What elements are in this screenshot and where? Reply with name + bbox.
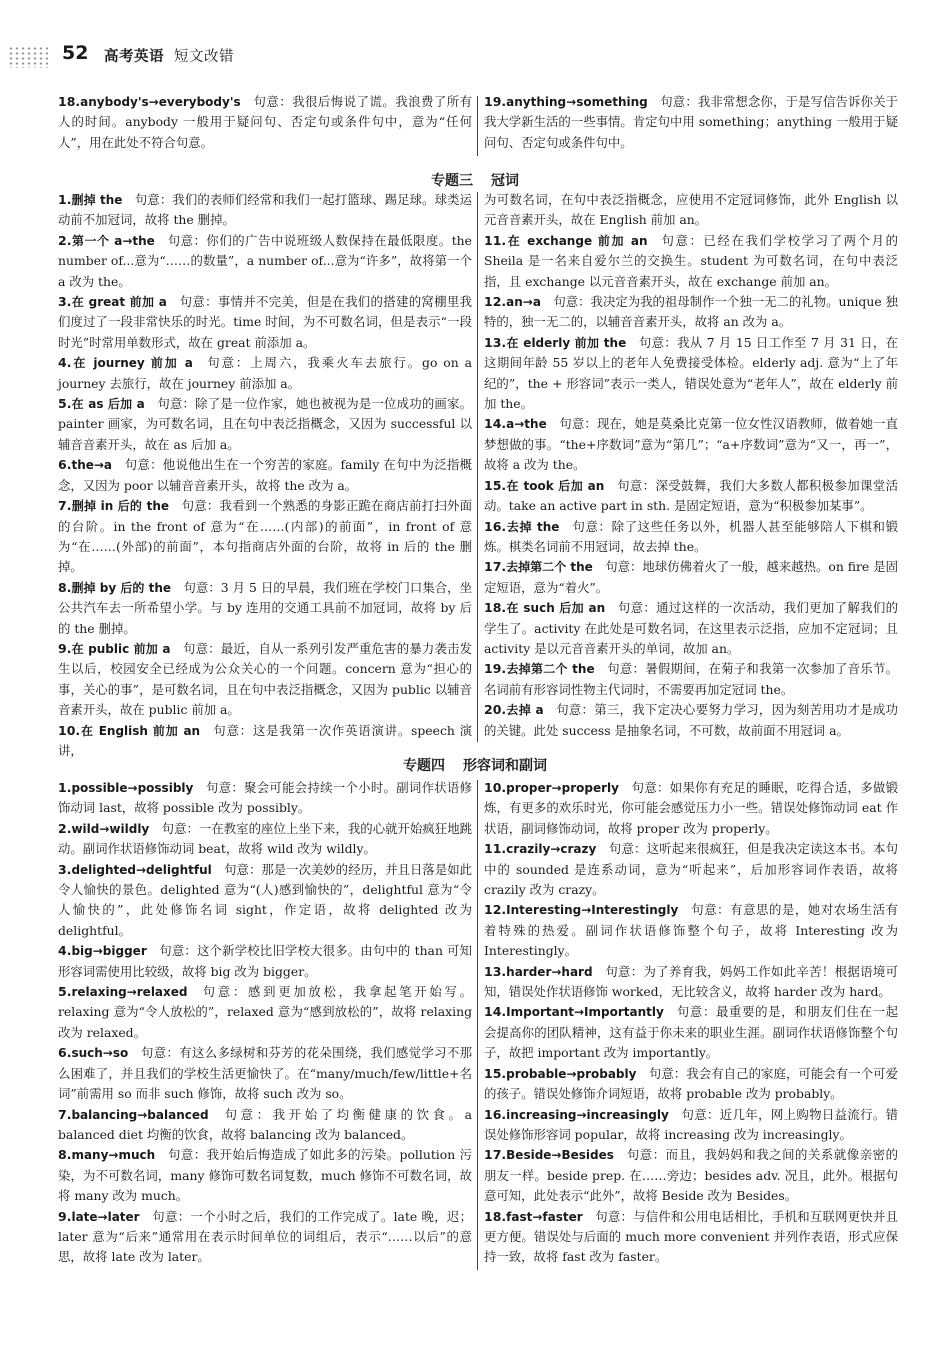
answer-number: 4. <box>58 355 72 371</box>
answer-item <box>58 778 472 819</box>
book-title-main: 高考英语 <box>104 49 164 65</box>
answer-number: 7. <box>58 498 72 514</box>
answer-explanation: 句意：与信件和公用电话相比，手机和互联网更快并且更方便。错误处与后面的 much more convenient 并列作表语，形式应保持一致，故将 fast 改为 faster。 <box>484 1208 898 1265</box>
answer-item <box>58 292 472 353</box>
answer-key: balancing→balanced <box>71 1107 209 1122</box>
answer-explanation: 句意：一个小时之后，我们的工作完成了。late 晚，迟；later 意为“后来”通常用在表示时间单位的词组后，表示“……以后”的意思，故将 late 改为 later。 <box>58 1208 472 1265</box>
answer-number: 8. <box>58 579 72 595</box>
answer-explanation: 句意：有意思的是，她对农场生活有着特殊的热爱。副词作状语修饰整个句子，故将 Interesting 改为 Interestingly。 <box>484 902 898 959</box>
answer-item <box>58 819 472 860</box>
answer-explanation: 句意：我很后悔说了谎。我浪费了所有人的时间。anybody 一般用于疑问句、否定句或条件句中，意为“任何人”，用在此处不符合句意。 <box>58 94 472 150</box>
answer-explanation: 句意：一在教室的座位上坐下来，我的心就开始疯狂地跳动。副词作状语修饰动词 beat，故将 wild 改为 wildly。 <box>58 820 472 857</box>
answer-item <box>58 982 472 1043</box>
answer-explanation: 句意：感到更加放松，我拿起笔开始写。relaxing 意为“令人放松的”，relaxed 意为“感到放松的”，故将 relaxing 改为 relaxed。 <box>58 984 472 1040</box>
answer-item <box>484 92 898 153</box>
answer-key: wild→wildly <box>71 821 150 836</box>
answer-explanation: 句意：我非常想念你，于是写信告诉你关于我大学新生活的一些事情。肯定句中用 something；anything 一般用于疑问句、否定句或条件句中。 <box>484 94 898 150</box>
answer-explanation: 句意：已经在我们学校学习了两个月的 Sheila 是一名来自爱尔兰的交换生。student 为可数名词，在句中表泛指，且 exchange 以元音音素开头，故在 exchange 前加 an。 <box>484 232 898 289</box>
answer-number: 3. <box>58 861 72 877</box>
answer-number: 13. <box>484 334 507 350</box>
answer-item <box>58 578 472 639</box>
answer-number: 2. <box>58 820 72 836</box>
answer-item <box>484 476 898 517</box>
answer-number: 15. <box>484 1065 507 1081</box>
answer-number: 19. <box>484 661 507 677</box>
answer-number: 18. <box>58 94 81 109</box>
answer-explanation: 句意：有这么多绿树和芬芳的花朵围绕，我们感觉学习不那么困难了，并且我们的学校生活更愉快了。在“many/much/few/little+名词”前需用 so 而非 such 修饰，故将 such 改为 so。 <box>58 1045 472 1102</box>
answer-explanation: 句意：3 月 5 日的早晨，我们班在学校门口集合，坐公共汽车去一所希望小学。与 by 连用的交通工具前不加冠词，故将 by 后的 the 删掉。 <box>58 579 472 636</box>
answer-explanation: 句意：现在，她是莫桑比克第一位女性汉语教师，做着她一直梦想做的事。“the+序数词”意为“第几”；“a+序数词”意为“又一，再一”，故将 a 改为 the。 <box>484 416 898 473</box>
answer-number: 10. <box>58 722 81 738</box>
answer-key: 第一个 a→the <box>71 233 155 248</box>
answer-item <box>484 778 898 839</box>
column-divider <box>477 192 478 742</box>
answer-explanation: 句意：近几年，网上购物日益流行。错误处修饰形容词 popular，故将 increasing 改为 increasingly。 <box>484 1106 898 1142</box>
answer-key: 在 English 前加 an <box>80 723 201 738</box>
answer-key: 去掉 a <box>506 703 544 718</box>
answer-key: relaxing→relaxed <box>71 985 188 1000</box>
answer-number: 16. <box>484 518 507 534</box>
answer-item <box>58 1207 472 1268</box>
answer-explanation: 句意：而且，我妈妈和我之间的关系就像亲密的朋友一样。beside prep. 在……旁边；besides adv. 况且，此外。根据句意可知，此处表示“此外”，故将 Beside 改为 Besides。 <box>484 1147 898 1204</box>
answer-explanation: 句意：我会有自己的家庭，可能会有一个可爱的孩子。错误处修饰介词短语，故将 probable 改为 probably。 <box>484 1065 898 1102</box>
answer-item <box>58 496 472 578</box>
answer-number: 17. <box>484 1147 507 1163</box>
book-subtitle: 短文改错 <box>174 49 234 65</box>
answer-item <box>58 639 472 721</box>
answer-explanation: 句意：我开始后悔造成了如此多的污染。pollution 污染，为不可数名词，many 修饰可数名词复数，much 修饰不可数名词，故将 many 改为 much。 <box>58 1147 472 1204</box>
answer-explanation: 句意：这个新学校比旧学校大很多。由句中的 than 可知形容词需使用比较级，故将 big 改为 bigger。 <box>58 943 472 979</box>
page-header <box>0 38 950 78</box>
answer-key: 在 such 后加 an <box>506 601 606 616</box>
answer-key: 删掉 in 后的 the <box>71 499 170 514</box>
answer-explanation: 句意：这是我第一次作英语演讲。speech 演讲， <box>58 722 472 758</box>
answer-explanation: 句意：那是一次美妙的经历，并且日落是如此令人愉快的景色。delighted 意为“(人)感到愉快的”，delightful 意为“令人愉快的”，此处修饰名词 sight，作定语，故将 delighted 改为 delightful。 <box>58 861 472 938</box>
answer-key: 在 journey 前加 a <box>71 356 193 371</box>
answer-item <box>58 231 472 292</box>
answer-explanation: 句意：通过这样的一次活动，我们更加了解我们的学生了。activity 在此处是可数名词，在这里表示泛指，应加不定冠词；且 activity 是以元音音素开头的单词，故加 an。 <box>484 600 898 656</box>
answer-explanation: 句意：我看到一个熟悉的身影正跪在商店前打扫外面的台阶。in the front of 意为“在……(内部)的前面”，in front of 意为“在……(外部)的前面”，本句指商店外面的台阶，故将 in 后的 the 删掉。 <box>58 498 473 575</box>
answer-key: anybody's→everybody's <box>80 95 241 109</box>
answer-item <box>58 941 472 982</box>
answer-item <box>484 700 898 741</box>
answer-explanation: 句意：最重要的是，和朋友们住在一起会提高你的团队精神，这有益于你未来的职业生涯。副词作状语修饰整个句子，故把 important 改为 importantly。 <box>484 1004 898 1061</box>
answer-explanation: 句意：如果你有充足的睡眠，吃得合适，多做锻炼，有更多的欢乐时光，你可能会感觉压力小一些。错误处修饰动词 eat 作状语，副词修饰动词，故将 proper 改为 properly。 <box>484 780 898 836</box>
answer-number: 9. <box>58 640 72 656</box>
section4-heading <box>0 755 950 775</box>
answer-item <box>484 1207 898 1268</box>
answer-explanation: 为可数名词，在句中表泛指概念，应使用不定冠词修饰，此外 English 以元音音素开头，故在 English 前加 an。 <box>484 192 898 228</box>
answer-item <box>484 292 898 333</box>
answer-key: 在 exchange 前加 an <box>506 233 648 248</box>
answer-number: 9. <box>58 1208 72 1224</box>
answer-number: 11. <box>484 232 507 248</box>
section3-right-column <box>484 190 898 741</box>
answer-key: 在 great 前加 a <box>71 295 167 310</box>
answer-number: 15. <box>484 477 507 493</box>
answer-number: 4. <box>58 943 72 959</box>
answer-number: 6. <box>58 1045 72 1061</box>
answer-item <box>484 1105 898 1146</box>
answer-item <box>58 455 472 496</box>
answer-item <box>58 1105 472 1146</box>
answer-number: 11. <box>484 841 507 857</box>
answer-number: 12. <box>484 902 507 918</box>
answer-key: anything→something <box>506 95 648 109</box>
answer-explanation: 句意：为了养育我，妈妈工作如此辛苦！根据语境可知，错误处作状语修饰 worked，无比较含义，故将 harder 改为 hard。 <box>484 963 898 1000</box>
section4-name: 形容词和副词 <box>463 758 547 774</box>
answer-key: a→the <box>506 417 547 432</box>
answer-item <box>484 231 898 292</box>
dot-pattern-decoration <box>8 46 48 68</box>
answer-item <box>484 333 898 415</box>
answer-number: 14. <box>484 416 507 432</box>
section4-left-column <box>58 778 472 1268</box>
answer-item <box>58 92 472 153</box>
answer-key: probable→probably <box>506 1066 637 1081</box>
answer-number: 17. <box>484 559 507 575</box>
answer-explanation: 句意：除了这些任务以外，机器人甚至能够陪人下棋和锻炼。棋类名词前不用冠词，故去掉 the。 <box>484 518 898 554</box>
answer-number: 13. <box>484 963 507 979</box>
answer-item <box>58 394 472 455</box>
answer-item <box>484 414 898 475</box>
answer-explanation: 句意：上周六，我乘火车去旅行。go on a journey 去旅行，故在 journey 前添加 a。 <box>58 355 472 391</box>
answer-explanation: 句意：除了是一位作家，她也被视为是一位成功的画家。painter 画家，为可数名词，且在句中表泛指概念，又因为 successful 以辅音音素开头，故在 as 后加 a。 <box>58 396 472 452</box>
column-divider <box>477 780 478 1270</box>
answer-number: 14. <box>484 1004 507 1020</box>
answer-explanation: 句意：我决定为我的祖母制作一个独一无二的礼物。unique 独特的，独一无二的，以辅音音素开头，故将 an 改为 a。 <box>484 294 898 330</box>
answer-number: 8. <box>58 1147 72 1163</box>
answer-number: 16. <box>484 1106 507 1122</box>
answer-key: 在 elderly 前加 the <box>506 335 627 350</box>
answer-key: the→a <box>71 458 113 473</box>
answer-item <box>58 1145 472 1206</box>
answer-key: 在 as 后加 a <box>71 397 145 412</box>
column-divider <box>477 96 478 156</box>
answer-number: 1. <box>58 192 72 207</box>
answer-explanation: 句意：这听起来很疯狂，但是我决定读这本书。本句中的 sounded 是连系动词，意为“听起来”，后加形容词作表语，故将 crazily 改为 crazy。 <box>484 841 898 898</box>
section3-title: 专题三 <box>431 173 473 189</box>
answer-number: 12. <box>484 294 507 310</box>
answer-item <box>484 839 898 900</box>
answer-key: 删掉 the <box>71 193 123 207</box>
answer-explanation: 句意：第三，我下定决心要努力学习，因为刻苦用功才是成功的关键。此处 success 是抽象名词，不可数，故前面不用冠词 a。 <box>484 702 898 738</box>
section3-left-column <box>58 190 472 761</box>
answer-item <box>58 1043 472 1104</box>
answer-key: 去掉第二个 the <box>506 662 595 677</box>
answer-explanation: 句意：事情并不完美，但是在我们的搭建的窝棚里我们度过了一段非常快乐的时光。time 时间，为不可数名词，但是表示“一段时光”时常用单数形式，故在 great 前添加 a。 <box>58 294 472 350</box>
answer-number: 6. <box>58 457 72 473</box>
answer-item <box>484 1002 898 1063</box>
top-left-column <box>58 92 472 153</box>
answer-key: 在 took 后加 an <box>506 478 605 493</box>
answer-explanation: 句意：他说他出生在一个穷苦的家庭。family 在句中为泛指概念，又因为 poor 以辅音音素开头，故将 the 改为 a。 <box>58 457 472 493</box>
answer-key: many→much <box>71 1148 156 1163</box>
answer-key: 在 public 前加 a <box>71 641 171 656</box>
answer-key: an→a <box>506 295 541 310</box>
answer-item <box>484 1145 898 1206</box>
answer-number: 18. <box>484 600 507 616</box>
answer-key: increasing→increasingly <box>506 1107 669 1122</box>
answer-key: Beside→Besides <box>506 1148 614 1163</box>
answer-number: 10. <box>484 780 507 795</box>
answer-explanation: 句意：我们的表师们经常和我们一起打篮球、踢足球。球类运动前不加冠词，故将 the 删掉。 <box>58 192 472 228</box>
answer-key: 去掉第二个 the <box>506 560 593 575</box>
answer-key: harder→hard <box>506 964 593 979</box>
answer-explanation: 句意：你们的广告中说班级人数保持在最低限度。the number of...意为“……的数量”，a number of...意为“许多”，故将第一个 a 改为 the。 <box>58 232 472 289</box>
answer-key: such→so <box>71 1046 129 1061</box>
book-title <box>104 45 234 66</box>
answer-number: 5. <box>58 984 72 1000</box>
answer-key: 去掉 the <box>506 519 560 534</box>
answer-explanation: 句意：我从 7 月 15 日工作至 7 月 31 日，在这期间年龄 55 岁以上的老年人免费接受体检。elderly adj. 意为“上了年纪的”，the + 形容词”表示一类人，错误处意为“老年人”，故在 elderly 前加 the。 <box>484 334 898 412</box>
answer-number: 3. <box>58 294 72 310</box>
answer-item <box>484 598 898 659</box>
section3-heading <box>0 170 950 190</box>
answer-item <box>484 557 898 598</box>
answer-key: late→later <box>71 1209 140 1224</box>
answer-explanation: 句意：我开始了均衡健康的饮食。a balanced diet 均衡的饮食，故将 balancing 改为 balanced。 <box>58 1106 472 1142</box>
answer-key: crazily→crazy <box>506 842 597 857</box>
answer-key: possible→possibly <box>71 781 194 795</box>
answer-item <box>58 190 472 231</box>
answer-key: Interesting→Interestingly <box>506 903 679 918</box>
top-right-column <box>484 92 898 153</box>
answer-key: big→bigger <box>71 944 147 959</box>
answer-number: 5. <box>58 396 72 412</box>
answer-key: fast→faster <box>506 1209 583 1224</box>
answer-item <box>484 659 898 700</box>
answer-number: 18. <box>484 1208 507 1224</box>
answer-item <box>484 1064 898 1105</box>
section4-right-column <box>484 778 898 1268</box>
page-number: 52 <box>62 42 89 64</box>
answer-item <box>58 860 472 942</box>
answer-key: 删掉 by 后的 the <box>71 580 172 595</box>
section4-title: 专题四 <box>403 758 445 774</box>
answer-explanation: 句意：地球仿佛着火了一般，越来越热。on fire 是固定短语，意为“着火”。 <box>484 559 898 595</box>
answer-key: Important→Importantly <box>506 1005 664 1020</box>
answer-number: 19. <box>484 94 507 109</box>
answer-number: 2. <box>58 232 72 248</box>
answer-number: 20. <box>484 702 507 718</box>
answer-explanation: 句意：最近，自从一系列引发严重危害的暴力袭击发生以后，校园安全已经成为公众关心的一个问题。concern 意为“担心的事，关心的事”，是可数名词，且在句中表泛指概念，又因为 public 以辅音音素开头，故在 public 前加 a。 <box>58 640 473 718</box>
answer-explanation: 句意：聚会可能会持续一个小时。副词作状语修饰动词 last，故将 possible 改为 possibly。 <box>58 780 472 816</box>
answer-number: 7. <box>58 1106 72 1122</box>
answer-item <box>484 962 898 1003</box>
answer-explanation: 句意：暑假期间，在菊子和我第一次参加了音乐节。名词前有形容词性物主代词时，不需要再加定冠词 the。 <box>484 661 898 697</box>
answer-item <box>484 900 898 961</box>
answer-item <box>484 517 898 558</box>
answer-number: 1. <box>58 780 72 795</box>
answer-item <box>484 190 898 231</box>
answer-key: delighted→delightful <box>71 862 212 877</box>
answer-item <box>58 353 472 394</box>
section3-name: 冠词 <box>491 173 519 189</box>
answer-explanation: 句意：深受鼓舞，我们大多数人都积极参加课堂活动。take an active part in sth. 是固定短语，意为“积极参加某事”。 <box>484 477 898 514</box>
answer-key: proper→properly <box>506 781 619 795</box>
